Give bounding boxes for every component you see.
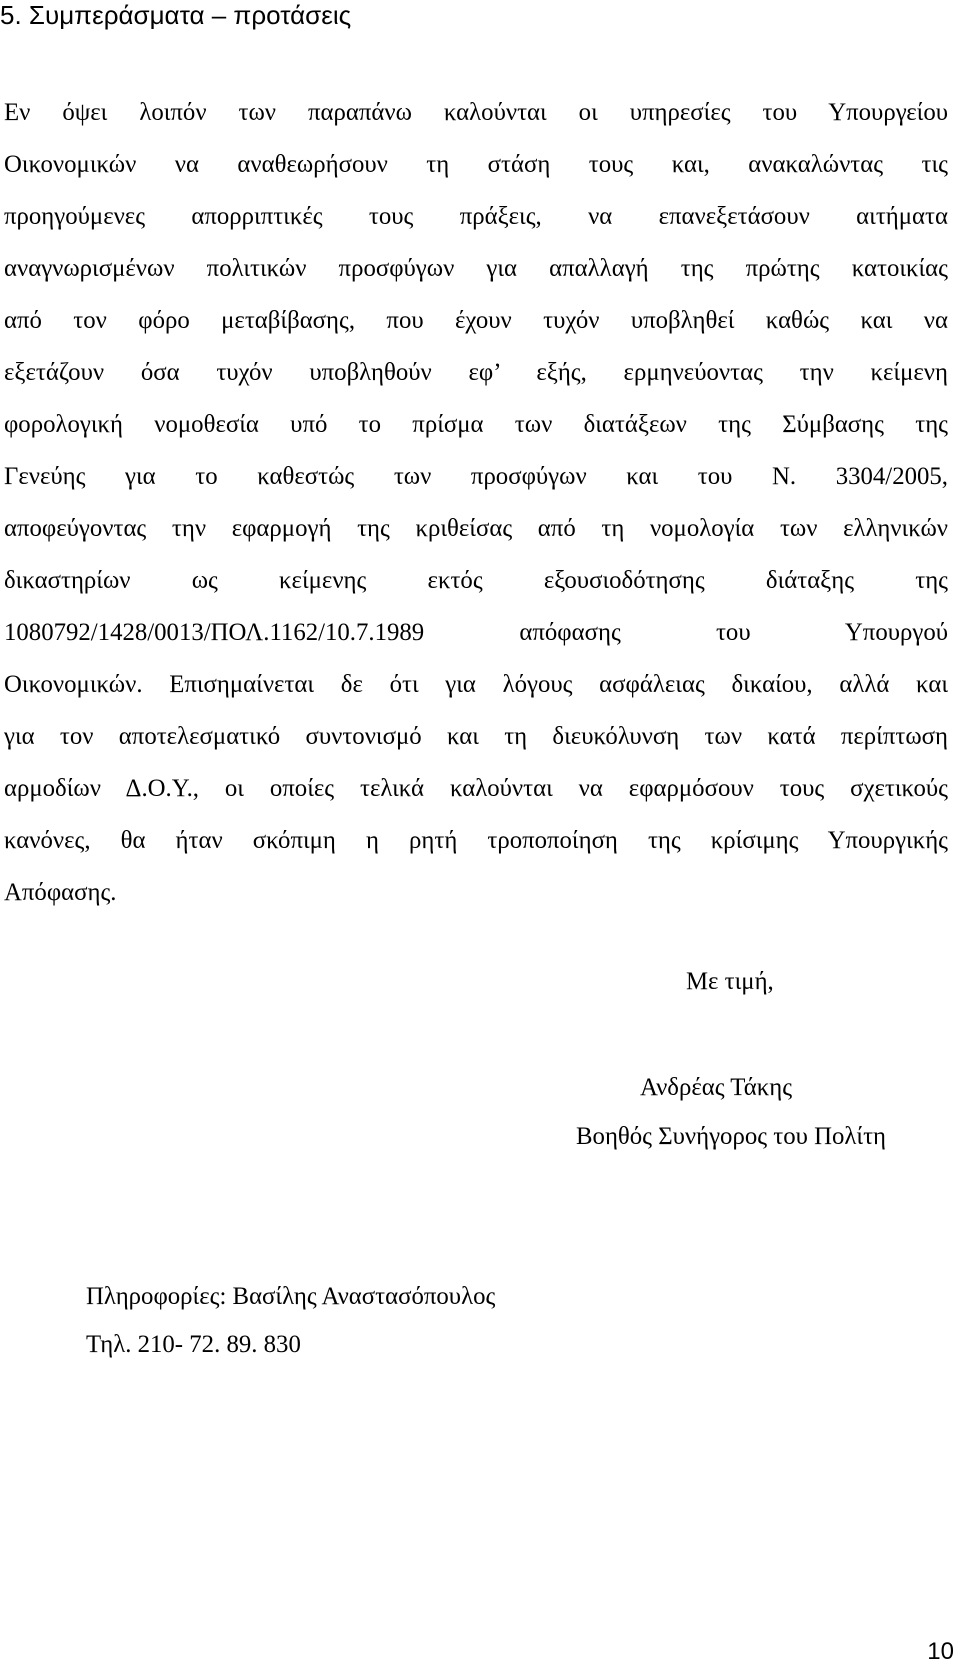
paragraph-line: Γενεύης για το καθεστώς των προσφύγων και του Ν. 3304/2005, bbox=[4, 463, 948, 490]
paragraph-line: Οικονομικών να αναθεωρήσουν τη στάση τους και, ανακαλώντας τις bbox=[4, 151, 948, 178]
signature-title: Βοηθός Συνήγορος του Πολίτη bbox=[576, 1123, 887, 1150]
contact-info: Πληροφορίες: Βασίλης Αναστασόπουλος bbox=[86, 1283, 496, 1310]
paragraph-line: από τον φόρο μεταβίβασης, που έχουν τυχόν υποβληθεί καθώς και να bbox=[4, 307, 948, 334]
paragraph-line: αναγνωρισμένων πολιτικών προσφύγων για απαλλαγή της πρώτης κατοικίας bbox=[4, 255, 948, 282]
paragraph-line: για τον αποτελεσματικό συντονισμό και τη διευκόλυνση των κατά περίπτωση bbox=[4, 723, 948, 750]
paragraph-line: φορολογική νομοθεσία υπό το πρίσμα των διατάξεων της Σύμβασης της bbox=[4, 411, 948, 438]
page-number: 10 bbox=[927, 1638, 954, 1665]
paragraph-line: προηγούμενες απορριπτικές τους πράξεις, να επανεξετάσουν αιτήματα bbox=[4, 203, 948, 230]
signature-name: Ανδρέας Τάκης bbox=[640, 1074, 793, 1101]
body-paragraph bbox=[4, 87, 948, 919]
paragraph-line: κανόνες, θα ήταν σκόπιμη η ρητή τροποποίηση της κρίσιμης Υπουργικής bbox=[4, 827, 948, 854]
section-heading: 5. Συμπεράσματα – προτάσεις bbox=[0, 0, 352, 30]
paragraph-line: Απόφασης. bbox=[4, 879, 117, 906]
paragraph-line: 1080792/1428/0013/ΠΟΛ.1162/10.7.1989 απόφασης του Υπουργού bbox=[4, 619, 948, 646]
paragraph-line: δικαστηρίων ως κείμενης εκτός εξουσιοδότησης διάταξης της bbox=[4, 567, 948, 594]
paragraph-line: εξετάζουν όσα τυχόν υποβληθούν εφ’ εξής, ερμηνεύοντας την κείμενη bbox=[4, 359, 948, 386]
paragraph-line: Εν όψει λοιπόν των παραπάνω καλούνται οι υπηρεσίες του Υπουργείου bbox=[4, 99, 948, 126]
contact-phone: Τηλ. 210- 72. 89. 830 bbox=[86, 1331, 301, 1358]
paragraph-line: αρμοδίων Δ.Ο.Υ., οι οποίες τελικά καλούνται να εφαρμόσουν τους σχετικούς bbox=[4, 775, 948, 802]
paragraph-line: Οικονομικών. Επισημαίνεται δε ότι για λόγους ασφάλειας δικαίου, αλλά και bbox=[4, 671, 948, 698]
paragraph-line: αποφεύγοντας την εφαρμογή της κριθείσας από τη νομολογία των ελληνικών bbox=[4, 515, 948, 542]
signature-closing: Με τιμή, bbox=[686, 968, 774, 995]
